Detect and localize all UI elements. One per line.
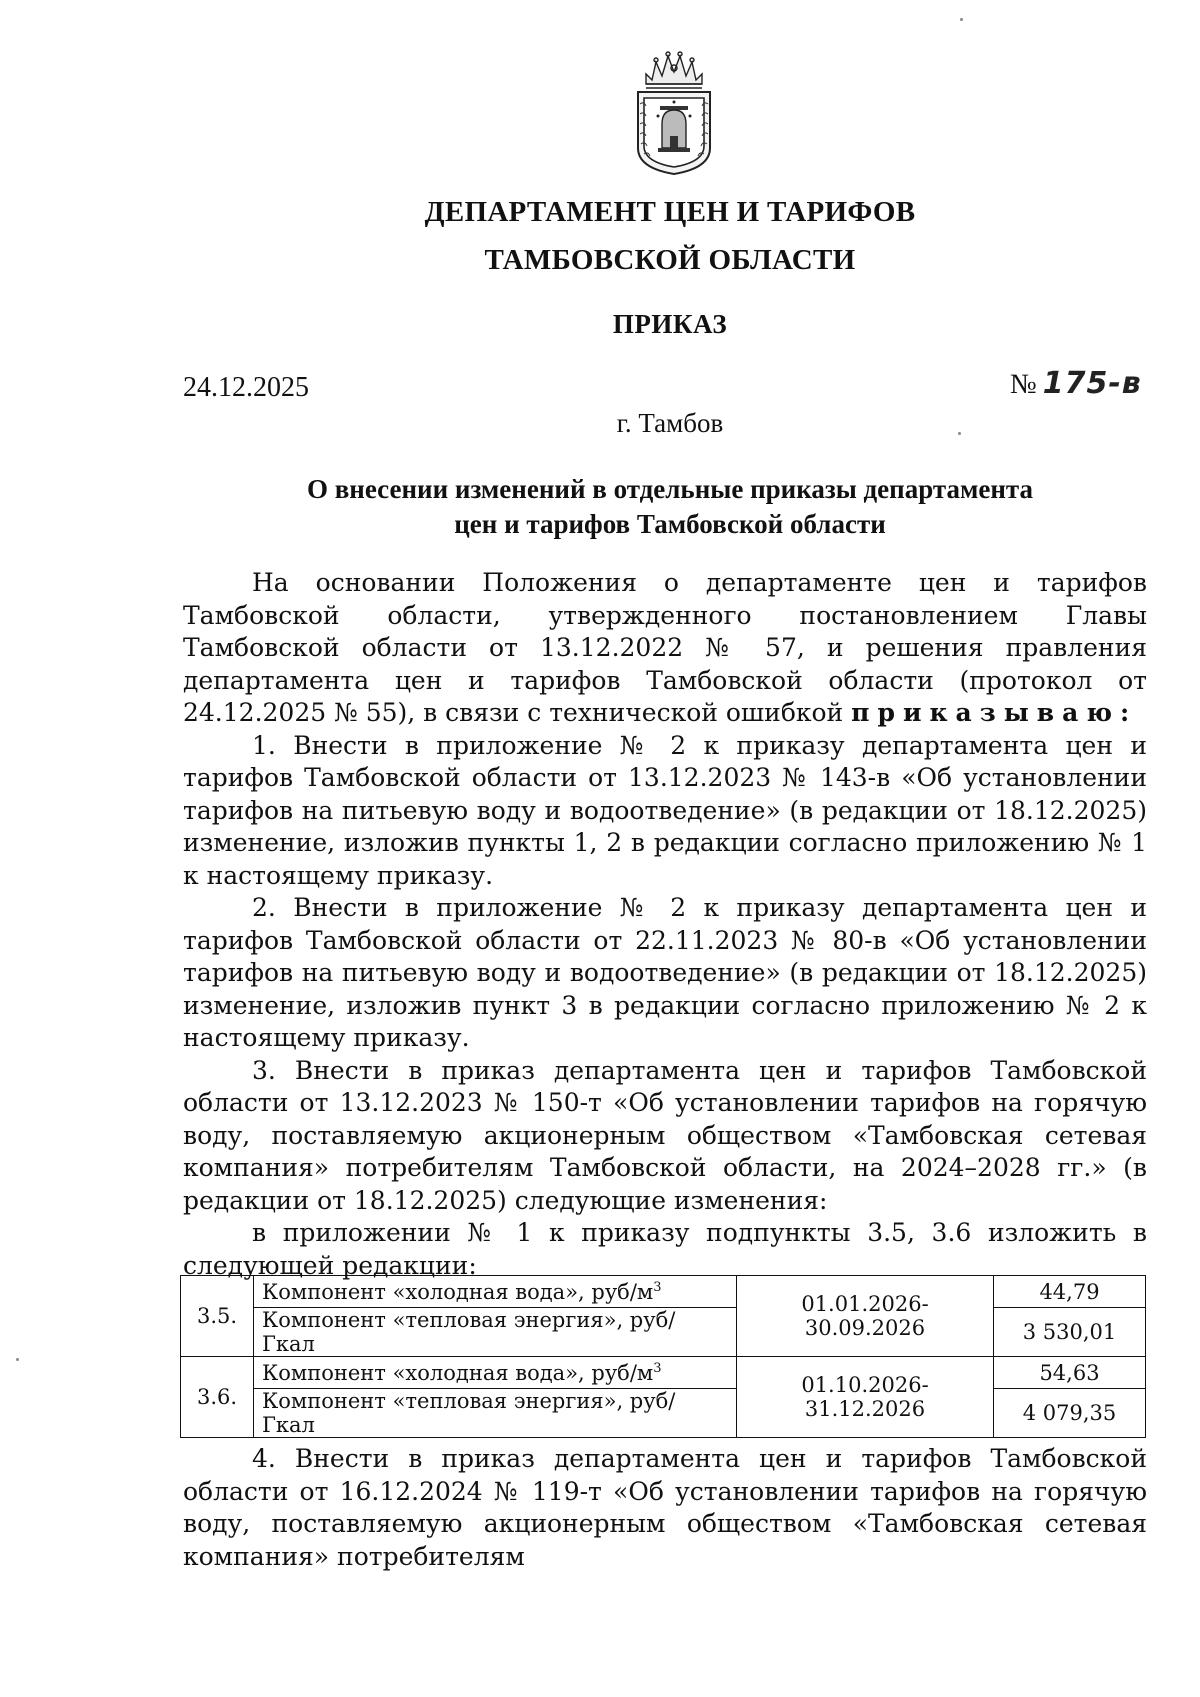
period: 01.10.2026-31.12.2026 bbox=[737, 1357, 994, 1438]
tariff-table bbox=[180, 1275, 1146, 1438]
order-number bbox=[1010, 366, 1142, 401]
item-1: 1. Внести в приложение № 2 к приказу департамента цен и тарифов Тамбовской области от 13.12.2023 № 143-в «Об установлении тарифов на питьевую воду и водоотведение» (в редакции от 18.12.2025) изменение, изложив пункты 1, 2 в редакции согласно приложению № 1 к настоящему приказу. bbox=[183, 730, 1147, 890]
heat-energy-value: 4 079,35 bbox=[994, 1389, 1146, 1438]
table-row bbox=[181, 1389, 1146, 1438]
period: 01.01.2026-30.09.2026 bbox=[737, 1276, 994, 1357]
item-4-block bbox=[183, 1443, 1147, 1573]
order-word: приказываю: bbox=[851, 698, 1138, 727]
component-heat-energy: Компонент «тепловая энергия», руб/Гкал bbox=[254, 1308, 737, 1357]
table-row bbox=[181, 1308, 1146, 1357]
preamble-block bbox=[183, 567, 1147, 1282]
order-city: г. Тамбов bbox=[616, 408, 724, 438]
table-row bbox=[181, 1276, 1146, 1308]
row-number: 3.6. bbox=[181, 1357, 254, 1438]
order-subject bbox=[250, 472, 1090, 542]
order-date: 24.12.2025 bbox=[183, 372, 309, 403]
org-title-line2: ТАМБОВСКОЙ ОБЛАСТИ bbox=[484, 244, 856, 276]
order-number-handwritten: 175-в bbox=[1042, 366, 1142, 401]
org-title-line1: ДЕПАРТАМЕНТ ЦЕН И ТАРИФОВ bbox=[424, 196, 916, 228]
item-3: 3. Внести в приказ департамента цен и тарифов Тамбовской области от 13.12.2023 № 150-т «Об установлении тарифов на горячую воду, поставляемую акционерным обществом «Тамбовская сетевая компания» потребителям Тамбовской области, на 2024–2028 гг.» (в редакции от 18.12.2025) следующие изменения: bbox=[183, 1055, 1147, 1215]
item-4: 4. Внести в приказ департамента цен и тарифов Тамбовской области от 16.12.2024 № 119-т «Об установлении тарифов на горячую воду, поставляемую акционерным обществом «Тамбовская сетевая компания» потребителям bbox=[183, 1444, 1147, 1571]
preamble-text: На основании Положения о департаменте цен и тарифов Тамбовской области, утвержденного постановлением Главы Тамбовской области от 13.12.2022 № 57, и решения правления департамента цен и тарифов Тамбовской области (протокол от 24.12.2025 № 55), в связи с технической ошибкой bbox=[183, 568, 1147, 727]
scan-speck bbox=[16, 1358, 19, 1361]
scan-speck bbox=[960, 18, 963, 21]
scan-speck bbox=[958, 432, 961, 435]
heat-energy-value: 3 530,01 bbox=[994, 1308, 1146, 1357]
component-cold-water: Компонент «холодная вода», руб/$м^3$ bbox=[254, 1357, 737, 1389]
component-heat-energy: Компонент «тепловая энергия», руб/Гкал bbox=[254, 1389, 737, 1438]
subject-line1: О внесении изменений в отдельные приказы департамента bbox=[306, 474, 1034, 504]
document-type: ПРИКАЗ bbox=[612, 309, 728, 339]
subject-line2: цен и тарифов Тамбовской области bbox=[454, 509, 886, 539]
cold-water-value: 54,63 bbox=[994, 1357, 1146, 1389]
table-row bbox=[181, 1357, 1146, 1389]
row-number: 3.5. bbox=[181, 1276, 254, 1357]
cold-water-value: 44,79 bbox=[994, 1276, 1146, 1308]
item-2: 2. Внести в приложение № 2 к приказу департамента цен и тарифов Тамбовской области от 22.11.2023 № 80-в «Об установлении тарифов на питьевую воду и водоотведение» (в редакции от 18.12.2025) изменение, изложив пункт 3 в редакции согласно приложению № 2 к настоящему приказу. bbox=[183, 893, 1147, 1052]
coat-of-arms-emblem bbox=[632, 44, 716, 176]
item-3-sub: в приложении № 1 к приказу подпункты 3.5, 3.6 изложить в следующей редакции: bbox=[183, 1218, 1147, 1280]
number-sign: № bbox=[1010, 369, 1037, 400]
component-cold-water: Компонент «холодная вода», руб/$м^3$ bbox=[254, 1276, 737, 1308]
preamble-paragraph bbox=[183, 567, 1147, 730]
